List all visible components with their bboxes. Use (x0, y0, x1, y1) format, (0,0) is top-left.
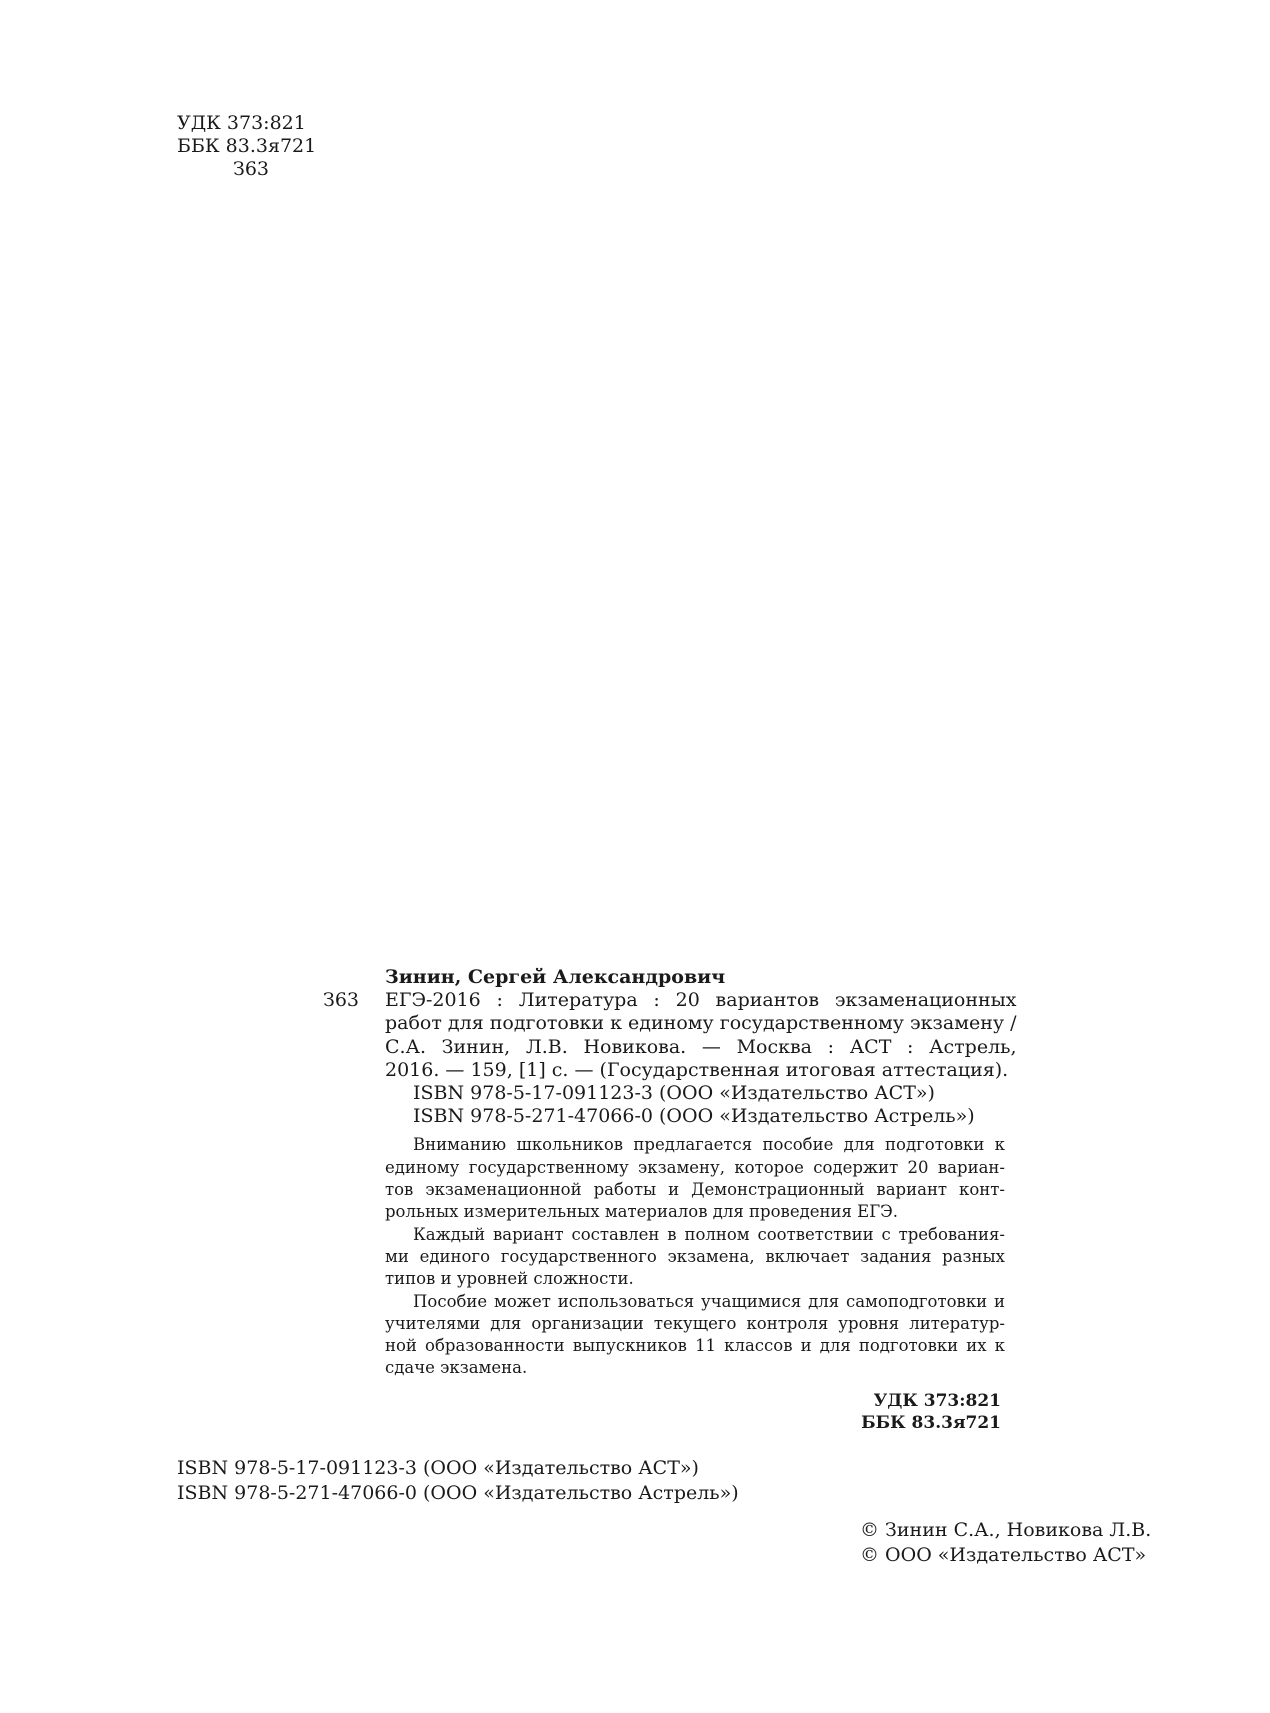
description-line: 2016. — 159, [1] с. — (Государственная итоговая аттестация). (385, 1058, 1009, 1081)
classification-codes-record (323, 1390, 1005, 1434)
record-description (385, 989, 1017, 1082)
description-line: работ для подготовки к единому государственному экзамену / (385, 1012, 1017, 1035)
record-body (323, 989, 1017, 1082)
classification-codes-top (177, 112, 316, 181)
isbn-ast: ISBN 978-5-17-091123-3 (ООО «Издательство АСТ») (177, 1457, 699, 1479)
record-udk-code: УДК 373:821 (873, 1390, 1001, 1411)
annotation-line: учителями для организации текущего контроля уровня литератур- (385, 1313, 1005, 1333)
record-isbn-ast: ISBN 978-5-17-091123-3 (ООО «Издательство АСТ») (413, 1082, 935, 1105)
annotation-line: Вниманию школьников предлагается пособие для подготовки к (413, 1135, 1005, 1155)
annotation-line: сдаче экзамена. (385, 1358, 528, 1378)
annotation-line: единому государственному экзамену, которое содержит 20 вариан- (385, 1157, 1005, 1177)
annotation-line: рольных измерительных материалов для проведения ЕГЭ. (385, 1202, 898, 1222)
annotation-line: Каждый вариант составлен в полном соответствии с требования- (413, 1224, 1005, 1244)
annotation-line: Пособие может использоваться учащимися для самоподготовки и (413, 1291, 1005, 1311)
isbn-astrel: ISBN 978-5-271-47066-0 (ООО «Издательство Астрель») (177, 1482, 739, 1504)
copyright-publisher: © ООО «Издательство АСТ» (860, 1544, 1147, 1566)
copyright-authors: © Зинин С.А., Новикова Л.В. (860, 1519, 1152, 1541)
annotation-line: тов экзаменационной работы и Демонстрационный вариант конт- (385, 1180, 1005, 1200)
isbn-block (177, 1456, 739, 1506)
description-line: ЕГЭ-2016 : Литература : 20 вариантов экзаменационных (385, 989, 1017, 1012)
description-line: С.А. Зинин, Л.В. Новикова. — Москва : АСТ : Астрель, (385, 1035, 1017, 1058)
record-cutter-code: З63 (323, 989, 360, 1012)
copyright-block (860, 1518, 1151, 1568)
annotation (385, 1134, 1005, 1379)
bibliographic-record (323, 966, 1017, 1434)
record-isbn-astrel: ISBN 978-5-271-47066-0 (ООО «Издательство Астрель») (413, 1105, 975, 1128)
annotation-line: ной образованности выпускников 11 классов и для подготовки их к (385, 1336, 1005, 1356)
bbk-code: ББК 83.3я721 (177, 135, 317, 157)
udk-code: УДК 373:821 (177, 112, 306, 134)
author-cutter-code: З63 (233, 158, 270, 180)
annotation-line: типов и уровней сложности. (385, 1269, 634, 1289)
author-heading: Зинин, Сергей Александрович (385, 966, 726, 988)
record-bbk-code: ББК 83.3я721 (861, 1412, 1001, 1433)
annotation-line: ми единого государственного экзамена, включает задания разных (385, 1246, 1005, 1266)
